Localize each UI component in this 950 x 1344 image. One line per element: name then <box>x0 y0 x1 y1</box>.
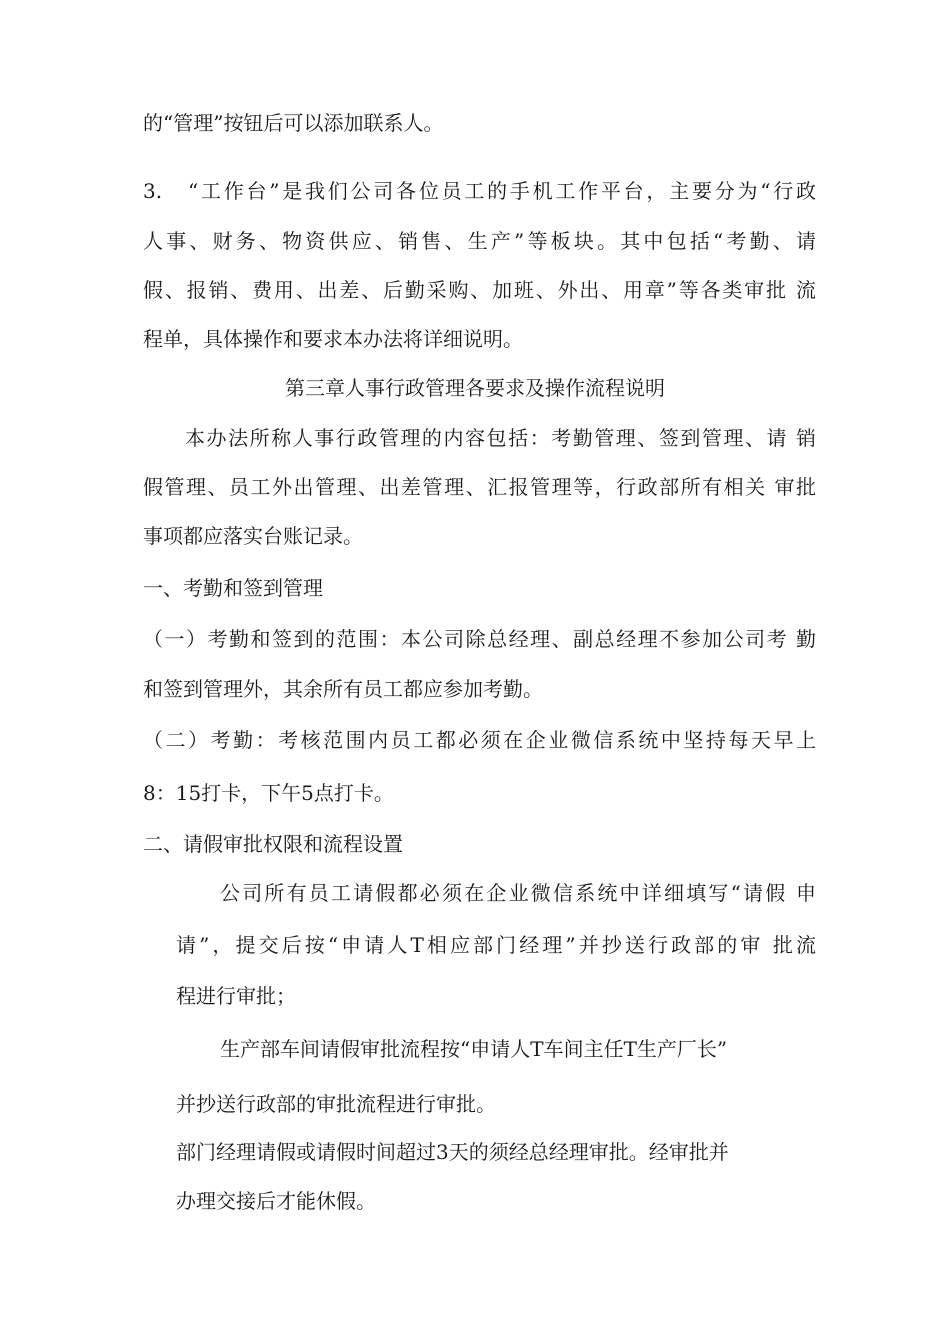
intro-line: 假管理、员工外出管理、出差管理、汇报管理等，行政部所有相关 审批 <box>143 475 816 499</box>
section1-sub1-line: 和签到管理外，其余所有员工都应参加考勤。 <box>143 677 543 701</box>
section2-para1-line: 程进行审批； <box>176 984 296 1008</box>
section2-para1-line: 公司所有员工请假都必须在企业微信系统中详细填写“请假 申 <box>220 881 816 905</box>
section2-para3-line: 部门经理请假或请假时间超过3天的须经总经理审批。经审批并 <box>176 1140 729 1164</box>
section2-para2-line: 生产部车间请假审批流程按“申请人T车间主任T生产厂长” <box>220 1037 728 1061</box>
intro-line: 事项都应落实台账记录。 <box>143 524 363 548</box>
section2-heading: 二、请假审批权限和流程设置 <box>143 832 403 856</box>
intro-line: 本办法所称人事行政管理的内容包括：考勤管理、签到管理、请 销 <box>185 426 816 450</box>
section1-sub2-line: （二）考勤：考核范围内员工都必须在企业微信系统中坚持每天早上 <box>143 728 816 752</box>
item3-line: “工作台”是我们公司各位员工的手机工作平台，主要分为“行政 <box>188 179 816 203</box>
section2-para1-line: 请”，提交后按“申请人T相应部门经理”并抄送行政部的审 批流 <box>176 933 816 957</box>
continuation-line: 的“管理”按钮后可以添加联系人。 <box>143 111 444 135</box>
item-number: 3. <box>143 179 163 203</box>
section1-sub1-line: （一）考勤和签到的范围：本公司除总经理、副总经理不参加公司考 勤 <box>143 627 816 651</box>
item3-line: 人事、财务、物资供应、销售、生产”等板块。其中包括“考勤、请 <box>143 229 816 253</box>
item3-line: 程单，具体操作和要求本办法将详细说明。 <box>143 327 523 351</box>
item3-line: 假、报销、费用、出差、后勤采购、加班、外出、用章”等各类审批 流 <box>143 278 816 302</box>
chapter-title: 第三章人事行政管理各要求及操作流程说明 <box>285 376 665 400</box>
section1-heading: 一、考勤和签到管理 <box>143 576 323 600</box>
section2-para3-line: 办理交接后才能休假。 <box>176 1189 376 1213</box>
section1-sub2-line: 8：15打卡，下午5点打卡。 <box>143 781 394 805</box>
section2-para2-line: 并抄送行政部的审批流程进行审批。 <box>176 1092 496 1116</box>
